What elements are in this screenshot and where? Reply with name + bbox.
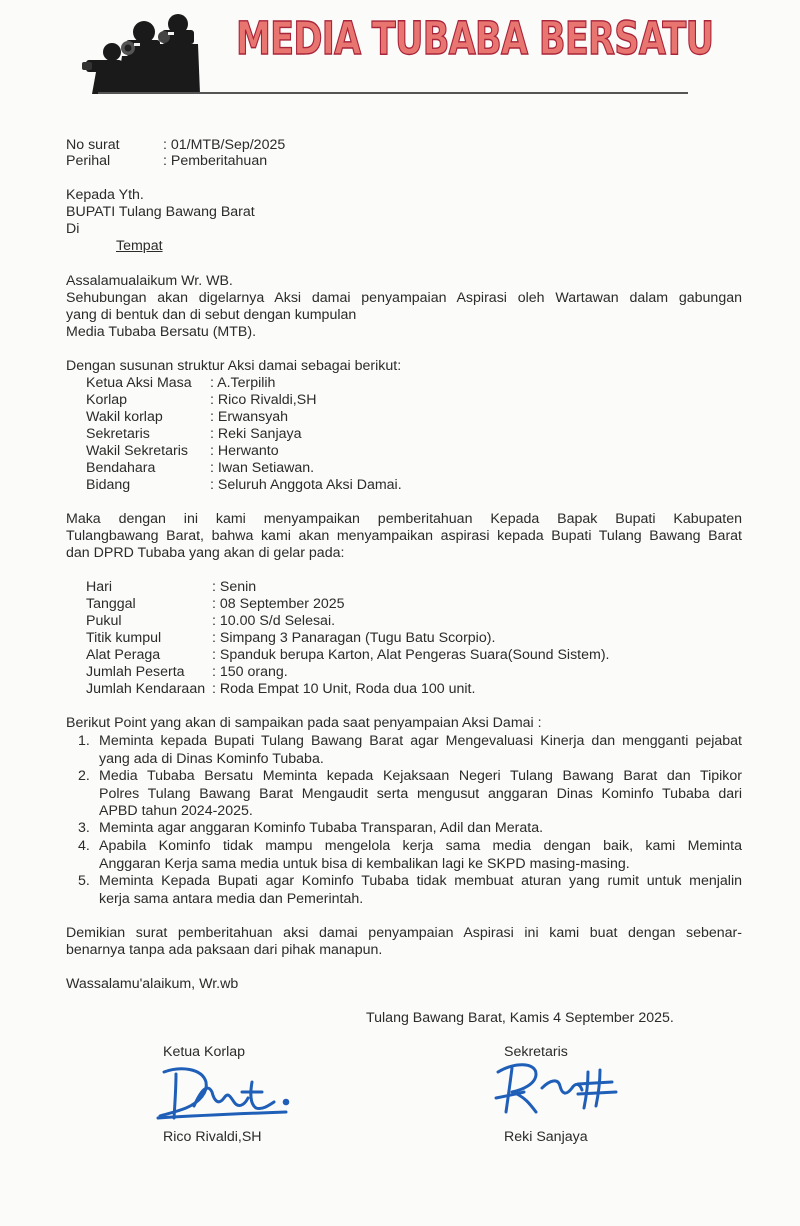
structure-label: Bidang [86, 477, 131, 493]
detail-value: : Simpang 3 Panaragan (Tugu Batu Scorpio). [212, 630, 496, 646]
list-number: 3. [78, 820, 90, 836]
opening-line: Sehubungan akan digelarnya Aksi damai penyampaian Aspirasi oleh Wartawan dalam gabungan [66, 290, 742, 306]
letterhead-title: MEDIA TUBABA BERSATU [236, 12, 714, 65]
notice-line: dan DPRD Tubaba yang akan di gelar pada: [66, 545, 345, 561]
structure-label: Sekretaris [86, 426, 150, 442]
structure-value: : Reki Sanjaya [210, 426, 302, 442]
left-signature [150, 1062, 300, 1124]
perihal-label: Perihal [66, 153, 111, 169]
detail-label: Titik kumpul [86, 630, 162, 646]
detail-label: Jumlah Kendaraan [86, 681, 206, 697]
detail-value: : 150 orang. [212, 664, 288, 680]
no-surat-label: No surat [66, 137, 120, 153]
list-text: Meminta kepada Bupati Tulang Bawang Barat agar Mengevaluasi Kinerja dan mengganti pejabat [99, 733, 742, 749]
detail-label: Alat Peraga [86, 647, 161, 663]
photographers-logo [82, 8, 200, 94]
recipient-place: Tempat [116, 238, 163, 254]
detail-value: : 10.00 S/d Selesai. [212, 613, 336, 629]
detail-label: Pukul [86, 613, 122, 629]
letterhead-divider [98, 92, 688, 94]
detail-label: Tanggal [86, 596, 136, 612]
list-text: APBD tahun 2024-2025. [99, 803, 253, 819]
list-text: yang ada di Dinas Kominfo Tubaba. [99, 750, 324, 767]
structure-label: Korlap [86, 392, 128, 408]
structure-value: : A.Terpilih [210, 375, 276, 391]
structure-label: Wakil korlap [86, 409, 163, 425]
closing-line: Demikian surat pemberitahuan aksi damai penyampaian Aspirasi ini kami buat dengan sebenar- [66, 925, 742, 941]
left-signer-role: Ketua Korlap [163, 1044, 246, 1060]
recipient-line: Di [66, 221, 80, 237]
list-number: 2. [78, 768, 90, 784]
place-date: Tulang Bawang Barat, Kamis 4 September 2025. [366, 1010, 674, 1026]
detail-value: : Spanduk berupa Karton, Alat Pengeras Suara(Sound Sistem). [212, 647, 610, 663]
list-text: Meminta Kepada Bupati agar Kominfo Tubaba tidak membuat aturan yang rumit untuk menjalin [99, 873, 742, 889]
detail-label: Jumlah Peserta [86, 664, 185, 680]
notice-line: Maka dengan ini kami menyampaikan pemberitahuan Kepada Bapak Bupati Kabupaten [66, 511, 742, 527]
list-number: 4. [78, 838, 90, 854]
perihal-value: : Pemberitahuan [163, 153, 268, 169]
list-number: 5. [78, 873, 90, 889]
list-text: Polres Tulang Bawang Barat Mengaudit serta mengusut anggaran Dinas Kominfo Tubaba dari [99, 785, 742, 802]
list-text: Media Tubaba Bersatu Meminta kepada Kejaksaan Negeri Tulang Bawang Barat dan Tipikor [99, 768, 742, 784]
list-text: Anggaran Kerja sama media untuk bisa di kembalikan lagi ke SKPD masing-masing. [99, 855, 630, 872]
recipient-line: Kepada Yth. [66, 187, 144, 203]
list-text: Meminta agar anggaran Kominfo Tubaba Transparan, Adil dan Merata. [99, 820, 544, 836]
list-number: 1. [78, 733, 90, 749]
opening-line: Media Tubaba Bersatu (MTB). [66, 324, 257, 340]
structure-value: : Herwanto [210, 443, 279, 459]
list-text: kerja sama antara media dan Pemerintah. [99, 890, 364, 907]
list-text: Apabila Kominfo tidak mampu mengelola kerja sama media dengan baik, kami Meminta [99, 838, 742, 854]
closing-salam: Wassalamu'alaikum, Wr.wb [66, 976, 239, 992]
right-signer-role: Sekretaris [504, 1044, 568, 1060]
detail-value: : Senin [212, 579, 257, 595]
structure-label: Wakil Sekretaris [86, 443, 188, 459]
notice-line: Tulangbawang Barat, bahwa kami akan menyampaikan aspirasi kepada Bupati Tulang Bawang Barat [66, 528, 742, 544]
right-signer-name: Reki Sanjaya [504, 1129, 588, 1145]
detail-value: : Roda Empat 10 Unit, Roda dua 100 unit. [212, 681, 476, 697]
structure-value: : Erwansyah [210, 409, 289, 425]
recipient-line: BUPATI Tulang Bawang Barat [66, 204, 255, 220]
detail-label: Hari [86, 579, 113, 595]
detail-value: : 08 September 2025 [212, 596, 345, 612]
points-intro: Berikut Point yang akan di sampaikan pada saat penyampaian Aksi Damai : [66, 715, 542, 731]
right-signature [490, 1058, 630, 1120]
left-signer-name: Rico Rivaldi,SH [163, 1129, 262, 1145]
structure-value: : Rico Rivaldi,SH [210, 392, 317, 408]
structure-value: : Iwan Setiawan. [210, 460, 315, 476]
structure-label: Ketua Aksi Masa [86, 375, 192, 391]
structure-label: Bendahara [86, 460, 156, 476]
structure-value: : Seluruh Anggota Aksi Damai. [210, 477, 402, 493]
opening-line: yang di bentuk dan di sebut dengan kumpulan [66, 307, 357, 323]
no-surat-value: : 01/MTB/Sep/2025 [163, 137, 286, 153]
structure-intro: Dengan susunan struktur Aksi damai sebagai berikut: [66, 358, 402, 374]
closing-line: benarnya tanpa ada paksaan dari pihak manapun. [66, 942, 383, 958]
greeting: Assalamualaikum Wr. WB. [66, 273, 233, 289]
